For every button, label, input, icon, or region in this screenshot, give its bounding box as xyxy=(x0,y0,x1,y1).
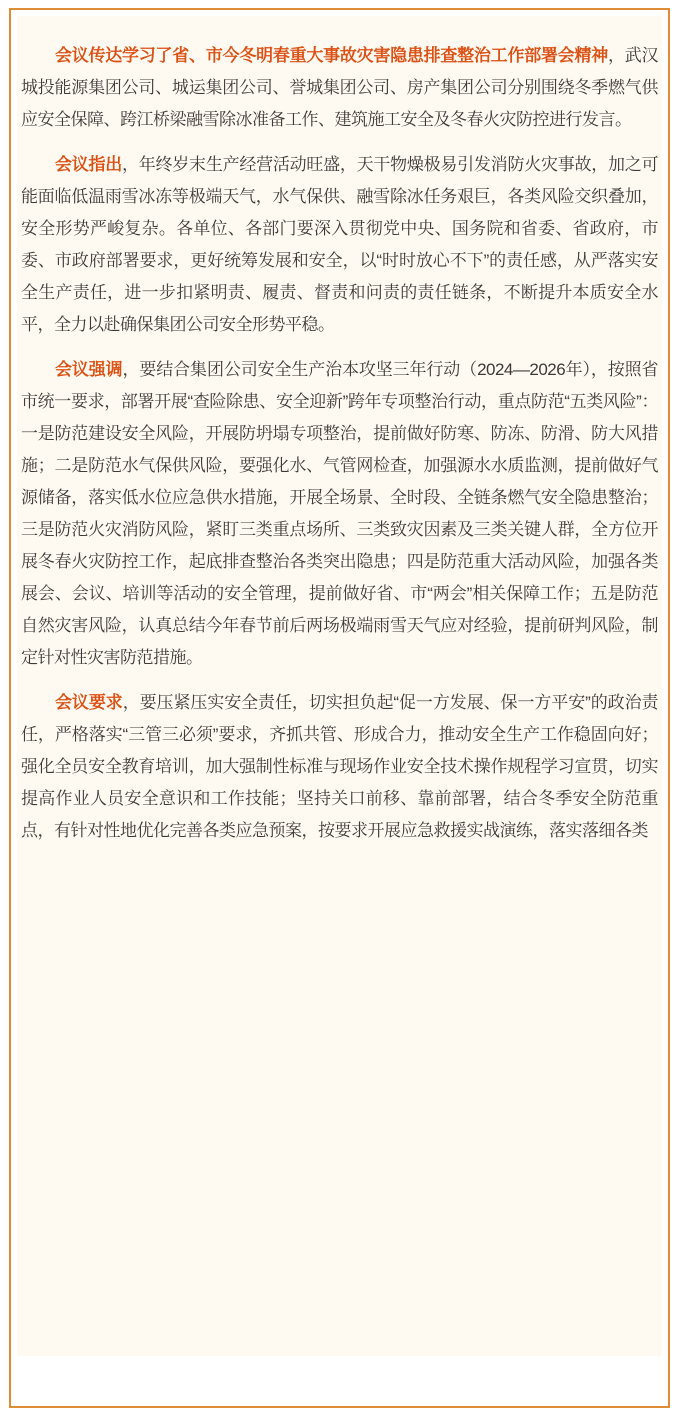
paragraph-body: ，要结合集团公司安全生产治本攻坚三年行动（2024—2026年），按照省市统一要求，部署开展“查险除患、安全迎新”跨年专项整治行动，重点防范“五类风险”：一是防范建设安全风险，开展防坍塌专项整治，提前做好防寒、防冻、防滑、防大风措施；二是防范水气保供风险，要强化水、气管网检查，加强源水水质监测，提前做好气源储备，落实低水位应急供水措施，开展全场景、全时段、全链条燃气安全隐患整治；三是防范火灾消防风险，紧盯三类重点场所、三类致灾因素及三类关键人群，全方位开展冬春火灾防控工作，起底排查整治各类突出隐患；四是防范重大活动风险，加强各类展会、会议、培训等活动的安全管理，提前做好省、市“两会”相关保障工作；五是防范自然灾害风险，认真总结今年春节前后两场极端雨雪天气应对经验，提前研判风险，制定针对性灾害防范措施。 xyxy=(21,360,658,667)
paragraph-lead: 会议要求 xyxy=(55,693,123,712)
paragraph-lead: 会议强调 xyxy=(55,360,123,379)
paragraph-body: ，武汉城投能源集团公司、城运集团公司、誉城集团公司、房产集团公司分别围绕冬季燃气供应安全保障、跨江桥梁融雪除冰准备工作、建筑施工安全及冬春火灾防控进行发言。 xyxy=(21,46,658,129)
paragraph-lead: 会议指出 xyxy=(55,155,123,174)
article-panel xyxy=(17,16,662,1356)
paragraph-body: ，要压紧压实安全责任，切实担负起“促一方发展、保一方平安”的政治责任，严格落实“三管三必须”要求，齐抓共管、形成合力，推动安全生产工作稳固向好；强化全员安全教育培训，加大强制性标准与现场作业安全技术操作规程学习宣贯，切实提高作业人员安全意识和工作技能；坚持关口前移、靠前部署，结合冬季安全防范重点，有针对性地优化完善各类应急预案，按要求开展应急救援实战演练，落实落细各类 xyxy=(21,693,658,840)
article-frame xyxy=(9,8,670,1408)
paragraph-meeting-emphasized xyxy=(21,354,658,674)
paragraph-meeting-required xyxy=(21,687,658,847)
paragraph-meeting-relay xyxy=(21,40,658,136)
paragraph-meeting-pointed-out xyxy=(21,149,658,341)
paragraph-body: ，年终岁末生产经营活动旺盛，天干物燥极易引发消防火灾事故，加之可能面临低温雨雪冰冻等极端天气，水气保供、融雪除冰任务艰巨，各类风险交织叠加，安全形势严峻复杂。各单位、各部门要深入贯彻党中央、国务院和省委、省政府，市委、市政府部署要求，更好统筹发展和安全，以“时时放心不下”的责任感，从严落实安全生产责任，进一步扣紧明责、履责、督责和问责的责任链条，不断提升本质安全水平，全力以赴确保集团公司安全形势平稳。 xyxy=(21,155,659,334)
paragraph-lead: 会议传达学习了省、市今冬明春重大事故灾害隐患排查整治工作部署会精神 xyxy=(55,46,608,65)
